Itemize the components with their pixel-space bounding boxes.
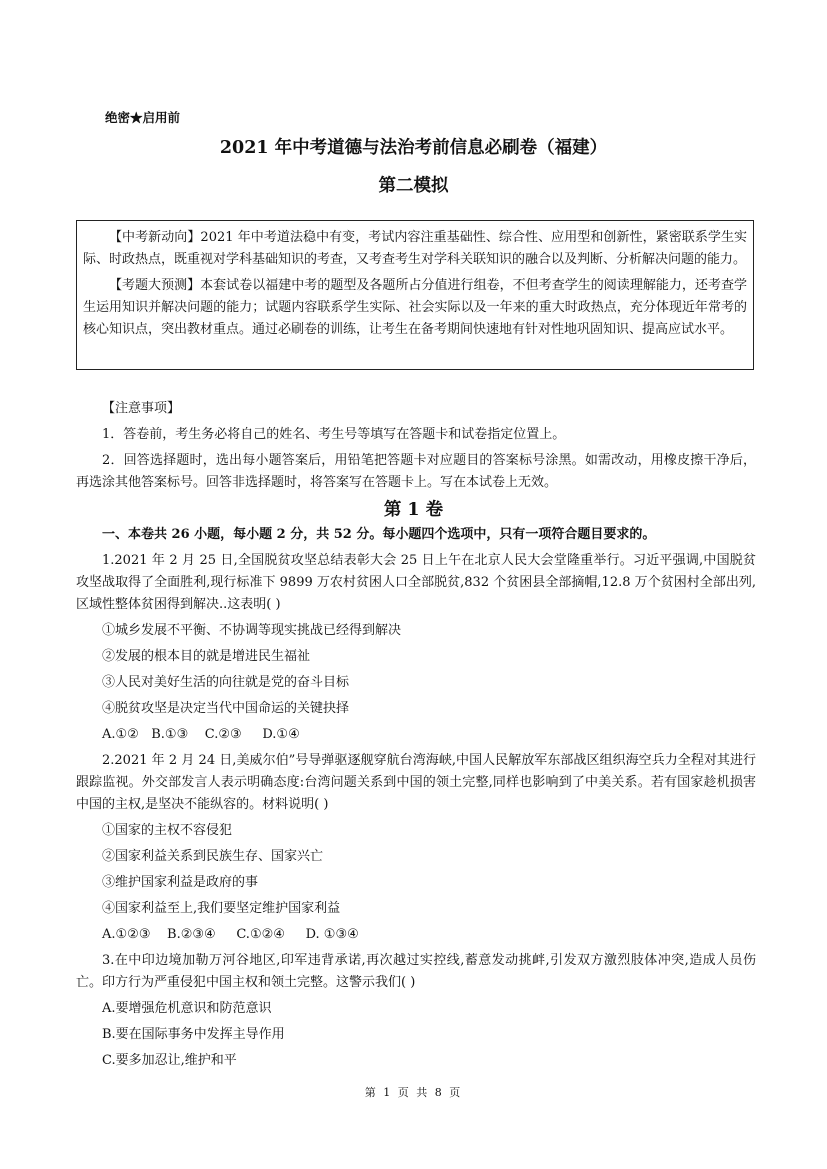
section-instruction: 一、本卷共 26 小题，每小题 2 分，共 52 分。每小题四个选项中，只有一项符合题目要求的。: [102, 527, 656, 542]
forecast-paragraph: 【考题大预测】本套试卷以福建中考的题型及各题所占分值进行组卷，不但考查学生的阅读理解能力，还考查学生运用知识并解决问题的能力；试题内容联系学生实际、社会实际以及一年来的重大时政热点，充分体现近年常考的核心知识点，突出教材重点。通过必刷卷的训练，让考生在备考期间快速地有针对性地巩固知识、提高应试水平。: [83, 278, 747, 337]
trend-paragraph: 【中考新动向】2021 年中考道法稳中有变，考试内容注重基础性、综合性、应用型和创新性，紧密联系学生实际、时政热点，既重视对学科基础知识的考查，又考查考生对学科关联知识的融合以及判断、分析解决问题的能力。: [83, 230, 747, 267]
note-item: 2．回答选择题时，选出每小题答案后，用铅笔把答题卡对应题目的答案标号涂黑。如需改动，用橡皮擦干净后，再选涂其他答案标号。回答非选择题时，将答案写在答题卡上。写在本试卷上无效。: [76, 453, 756, 490]
notes-heading: 【注意事项】: [102, 401, 181, 416]
question-option: ②发展的根本目的就是增进民生福祉: [102, 649, 311, 664]
question-option: ③维护国家利益是政府的事: [102, 875, 259, 890]
question-option: C.要多加忍让,维护和平: [102, 1053, 237, 1068]
question-option: ①城乡发展不平衡、不协调等现实挑战已经得到解决: [102, 623, 402, 638]
question-option: ③人民对美好生活的向往就是党的奋斗目标: [102, 675, 350, 690]
question-choices: A.①②③ B.②③④ C.①②④ D. ①③④: [102, 927, 359, 942]
question-option: ①国家的主权不容侵犯: [102, 823, 233, 838]
question-block: [76, 524, 756, 1072]
question-stem: 1.2021 年 2 月 25 日,全国脱贫攻坚总结表彰大会 25 日上午在北京人民大会堂隆重举行。习近平强调,中国脱贫攻坚战取得了全面胜利,现行标准下 9899 万农村贫困人口全部脱贫,832 个贫困县全部摘帽,12.8 万个贫困村全部出列,区域性整体贫困得到解决..这表明( ): [76, 553, 756, 612]
section-title: 第 1 卷: [383, 500, 444, 520]
question-option: ②国家利益关系到民族生存、国家兴亡: [102, 849, 324, 864]
exam-subtitle: 第二模拟: [378, 176, 449, 196]
exam-title: 2021 年中考道德与法治考前信息必刷卷（福建）: [219, 138, 608, 158]
question-choices: A.①② B.①③ C.②③ D.①④: [102, 727, 300, 742]
info-box: [76, 220, 754, 370]
question-option: B.要在国际事务中发挥主导作用: [102, 1027, 285, 1042]
notes-block: [76, 398, 756, 494]
question-option: ④脱贫攻坚是决定当代中国命运的关键抉择: [102, 701, 350, 716]
question-option: ④国家利益至上,我们要坚定维护国家利益: [102, 901, 341, 916]
confidential-label: 绝密★启用前: [105, 110, 181, 125]
note-item: 1．答卷前，考生务必将自己的姓名、考生号等填写在答题卡和试卷指定位置上。: [102, 427, 566, 442]
question-stem: 3.在中印边境加勒万河谷地区,印军违背承诺,再次越过实控线,蓄意发动挑衅,引发双方激烈肢体冲突,造成人员伤亡。印方行为严重侵犯中国主权和领土完整。这警示我们( ): [76, 953, 756, 990]
question-option: A.要增强危机意识和防范意识: [102, 1001, 272, 1016]
question-stem: 2.2021 年 2 月 24 日,美威尔伯”号导弹驱逐舰穿航台湾海峡,中国人民解放军东部战区组织海空兵力全程对其进行跟踪监视。外交部发言人表示明确态度:台湾问题关系到中国的领土完整,同样也影响到了中美关系。若有国家趁机损害中国的主权,是坚决不能纵容的。材料说明( ): [76, 753, 756, 812]
page-footer: 第 1 页 共 8 页: [364, 1086, 463, 1099]
